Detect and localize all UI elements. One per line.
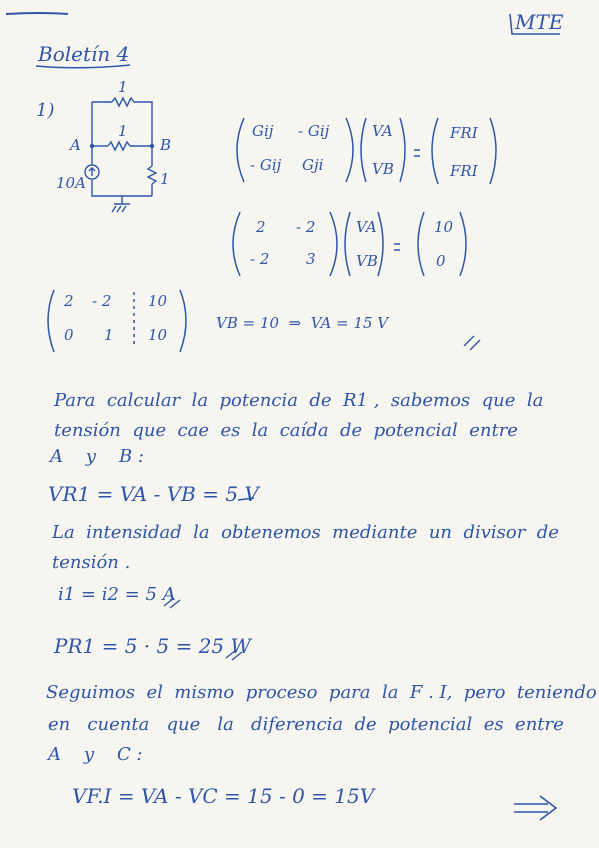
header-tag: MTE — [515, 10, 564, 34]
sym-f1: FRI — [450, 124, 478, 142]
aug-r1c2: - 2 — [92, 292, 112, 310]
para1-line3: A y B : — [50, 446, 144, 467]
sym-r2c1: - Gij — [250, 156, 282, 174]
para3-line2: en cuenta que la diferencia de potencial es entre — [48, 714, 564, 735]
para3-line1: Seguimos el mismo proceso para la F . I, pero teniendo — [46, 682, 597, 703]
exercise-number: 1) — [36, 100, 55, 121]
resistor-top-label: 1 — [118, 78, 128, 96]
num-r1c1: 2 — [256, 218, 266, 236]
aug-r2c2: 1 — [104, 326, 114, 344]
num-f1: 10 — [434, 218, 454, 236]
node-a-label: A — [70, 136, 81, 154]
num-r1c2: - 2 — [296, 218, 316, 236]
aug-r1c3: 10 — [148, 292, 168, 310]
para1-line2: tensión que cae es la caída de potencial entre — [54, 420, 518, 441]
num-r2c1: - 2 — [250, 250, 270, 268]
para1-line1: Para calcular la potencia de R1 , sabemos que la — [54, 390, 544, 411]
sym-v2: VB — [372, 160, 394, 178]
eq-currents: i1 = i2 = 5 A — [58, 584, 176, 605]
num-f2: 0 — [436, 252, 446, 270]
sym-r1c2: - Gij — [298, 122, 330, 140]
source-label: 10A — [56, 174, 86, 192]
para2-line1: La intensidad la obtenemos mediante un divisor de — [52, 522, 559, 543]
para3-line3: A y C : — [48, 744, 143, 765]
aug-r2c3: 10 — [148, 326, 168, 344]
sym-v1: VA — [372, 122, 393, 140]
num-v2: VB — [356, 252, 378, 270]
num-v1: VA — [356, 218, 377, 236]
node-b-label: B — [160, 136, 172, 154]
para2-line2: tensión . — [52, 552, 131, 573]
num-r2c2: 3 — [306, 250, 316, 268]
resistor-mid-label: 1 — [118, 122, 128, 140]
eq-vr1: VR1 = VA - VB = 5 V — [48, 482, 259, 506]
sym-f2: FRI — [450, 162, 478, 180]
aug-r1c1: 2 — [64, 292, 74, 310]
resistor-right-label: 1 — [160, 170, 170, 188]
aug-r2c1: 0 — [64, 326, 74, 344]
eq-power: PR1 = 5 · 5 = 25 W — [54, 634, 252, 658]
sym-r2c2: Gji — [302, 156, 324, 174]
result-line: VB = 10 ⇒ VA = 15 V — [216, 314, 389, 332]
sym-r1c1: Gij — [252, 122, 274, 140]
eq-vfi: VF.I = VA - VC = 15 - 0 = 15V — [72, 784, 375, 808]
page-title: Boletín 4 — [38, 42, 130, 66]
